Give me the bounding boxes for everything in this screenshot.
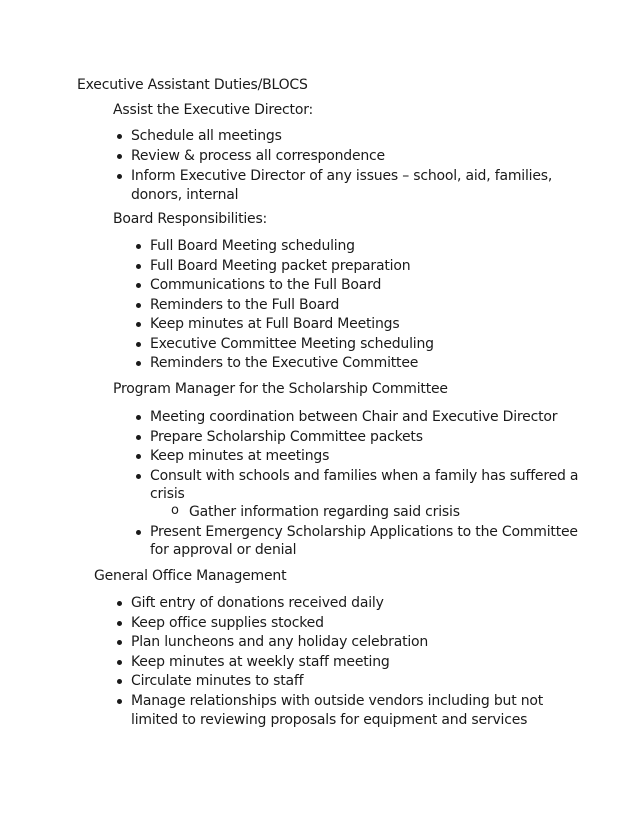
bullet-icon: [136, 435, 141, 440]
list-item: Consult with schools and families when a family has suffered a: [150, 468, 579, 484]
bullet-icon: [117, 640, 122, 645]
bullet-icon: [136, 415, 141, 420]
list-item: Prepare Scholarship Committee packets: [150, 429, 423, 445]
bullet-icon: [136, 303, 141, 308]
section-heading-program: Program Manager for the Scholarship Committee: [113, 381, 448, 397]
bullet-icon: [117, 621, 122, 626]
sub-bullet-icon: o: [171, 503, 179, 518]
bullet-icon: [136, 530, 141, 535]
bullet-icon: [136, 283, 141, 288]
bullet-icon: [136, 454, 141, 459]
list-item: Present Emergency Scholarship Applications to the Committee: [150, 524, 578, 540]
list-item: Inform Executive Director of any issues – school, aid, families,: [131, 168, 553, 184]
bullet-icon: [136, 474, 141, 479]
list-item-continuation: donors, internal: [131, 187, 239, 203]
list-item: Meeting coordination between Chair and Executive Director: [150, 409, 558, 425]
list-item-continuation: crisis: [150, 486, 185, 502]
bullet-icon: [136, 244, 141, 249]
list-item: Reminders to the Full Board: [150, 297, 340, 313]
list-item: Reminders to the Executive Committee: [150, 355, 419, 371]
list-item: Full Board Meeting scheduling: [150, 238, 355, 254]
list-item: Keep minutes at Full Board Meetings: [150, 316, 400, 332]
section-heading-assist: Assist the Executive Director:: [113, 102, 314, 118]
list-item: Executive Committee Meeting scheduling: [150, 336, 434, 352]
list-item: Manage relationships with outside vendors including but not: [131, 693, 544, 709]
sub-list-item: Gather information regarding said crisis: [189, 504, 460, 520]
bullet-icon: [117, 699, 122, 704]
list-item-continuation: for approval or denial: [150, 542, 297, 558]
bullet-icon: [136, 361, 141, 366]
bullet-icon: [117, 134, 122, 139]
list-item: Keep office supplies stocked: [131, 615, 324, 631]
section-heading-board: Board Responsibilities:: [113, 211, 268, 227]
list-item: Circulate minutes to staff: [131, 673, 304, 689]
list-item: Review & process all correspondence: [131, 148, 385, 164]
bullet-icon: [117, 154, 122, 159]
bullet-icon: [117, 601, 122, 606]
bullet-icon: [136, 264, 141, 269]
list-item: Keep minutes at meetings: [150, 448, 330, 464]
bullet-icon: [136, 342, 141, 347]
bullet-icon: [117, 660, 122, 665]
list-item: Full Board Meeting packet preparation: [150, 258, 411, 274]
list-item-continuation: limited to reviewing proposals for equipment and services: [131, 712, 528, 728]
list-item: Plan luncheons and any holiday celebration: [131, 634, 429, 650]
list-item: Gift entry of donations received daily: [131, 595, 384, 611]
list-item: Schedule all meetings: [131, 128, 282, 144]
document-title: Executive Assistant Duties/BLOCS: [77, 77, 308, 93]
list-item: Keep minutes at weekly staff meeting: [131, 654, 390, 670]
bullet-icon: [117, 679, 122, 684]
bullet-icon: [117, 174, 122, 179]
section-heading-office: General Office Management: [94, 568, 287, 584]
bullet-icon: [136, 322, 141, 327]
list-item: Communications to the Full Board: [150, 277, 382, 293]
